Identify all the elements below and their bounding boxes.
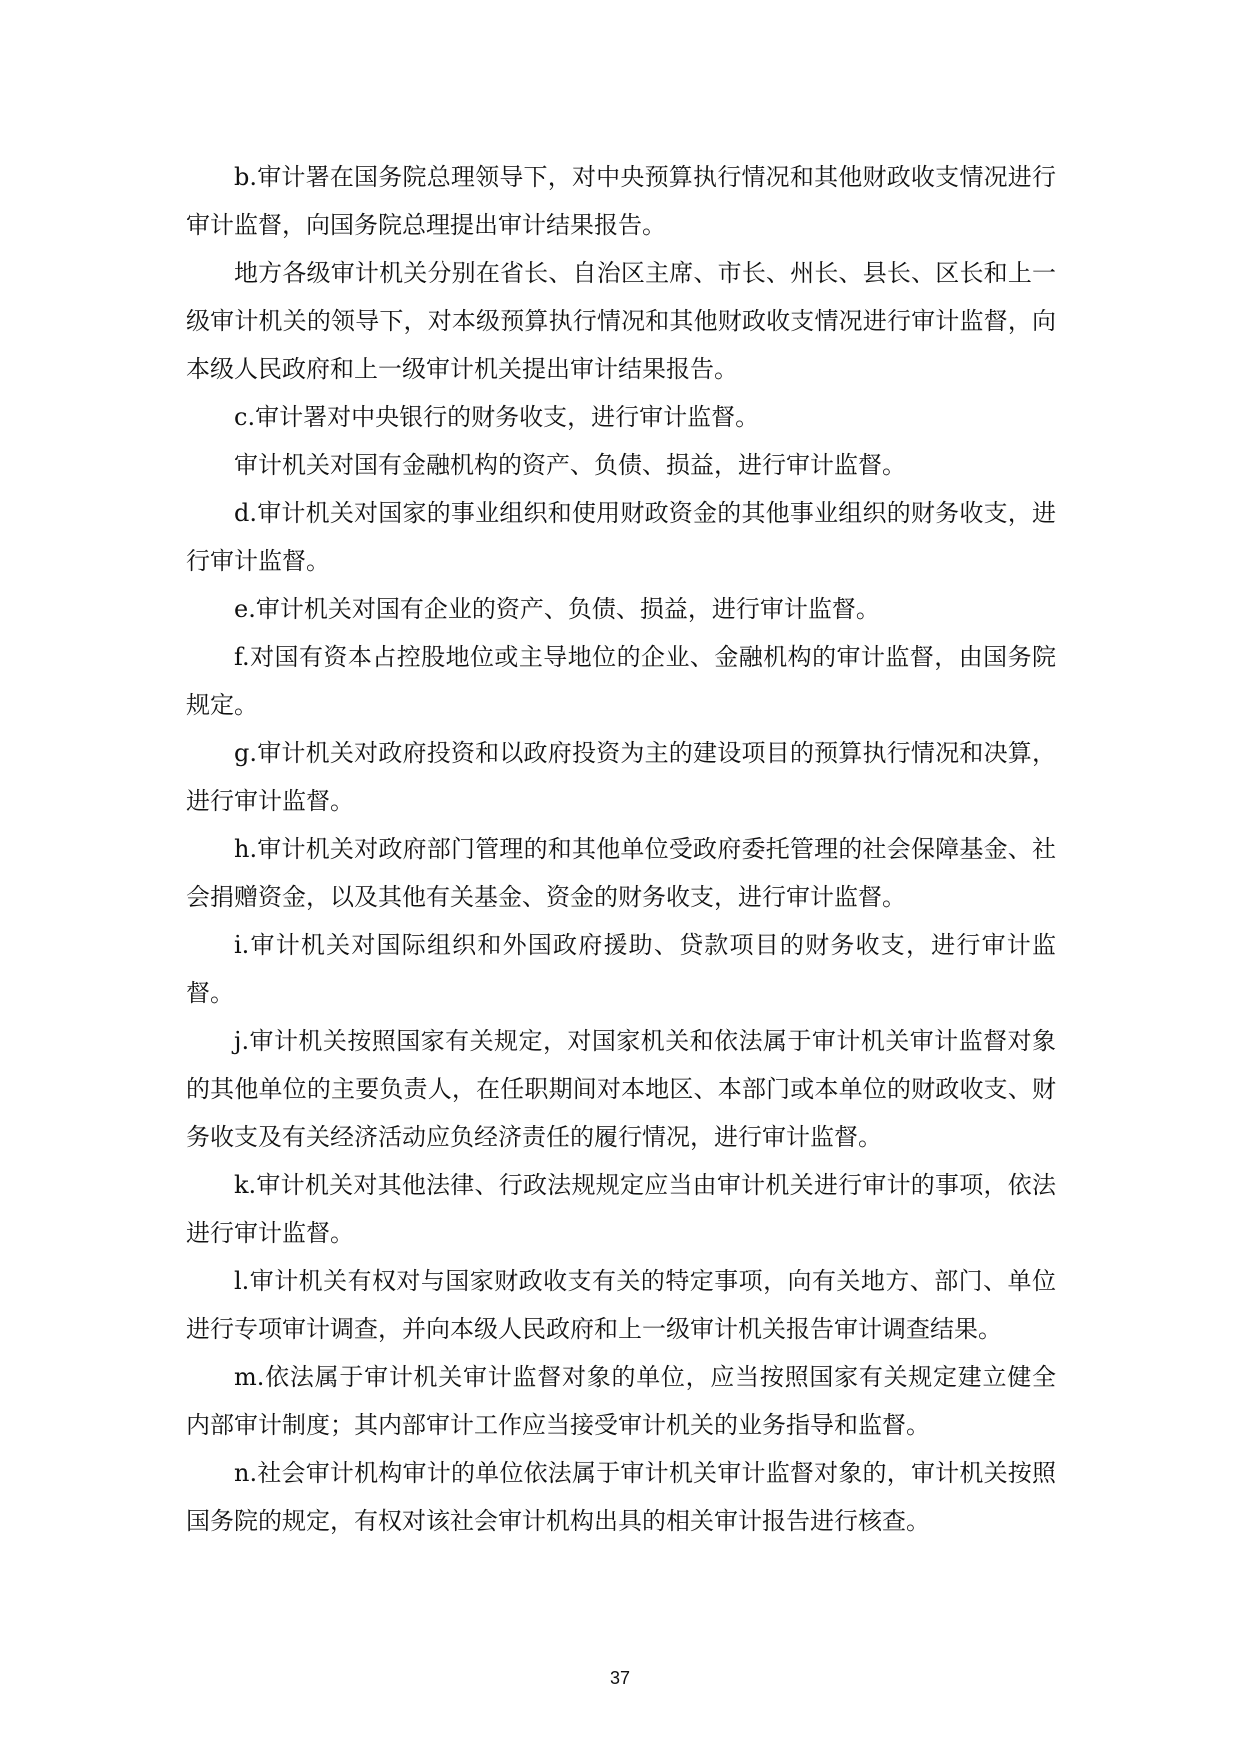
paragraph-n: n.社会审计机构审计的单位依法属于审计机关审计监督对象的，审计机关按照国务院的规定，有权对该社会审计机构出具的相关审计报告进行核查。 [186,1459,1056,1535]
paragraph-g: g.审计机关对政府投资和以政府投资为主的建设项目的预算执行情况和决算，进行审计监督。 [186,739,1056,815]
paragraph-financial-institutions: 审计机关对国有金融机构的资产、负债、损益，进行审计监督。 [234,451,906,479]
paragraph-h: h.审计机关对政府部门管理的和其他单位受政府委托管理的社会保障基金、社会捐赠资金，以及其他有关基金、资金的财务收支，进行审计监督。 [186,835,1056,911]
paragraph-k: k.审计机关对其他法律、行政法规规定应当由审计机关进行审计的事项，依法进行审计监督。 [186,1171,1056,1247]
body-text [186,153,1056,1545]
paragraph-i: i.审计机关对国际组织和外国政府援助、贷款项目的财务收支，进行审计监督。 [186,931,1056,1007]
paragraph-local-audit: 地方各级审计机关分别在省长、自治区主席、市长、州长、县长、区长和上一级审计机关的领导下，对本级预算执行情况和其他财政收支情况进行审计监督，向本级人民政府和上一级审计机关提出审计结果报告。 [186,259,1056,383]
paragraph-m: m.依法属于审计机关审计监督对象的单位，应当按照国家有关规定建立健全内部审计制度；其内部审计工作应当接受审计机关的业务指导和监督。 [186,1363,1056,1439]
paragraph-f: f.对国有资本占控股地位或主导地位的企业、金融机构的审计监督，由国务院规定。 [186,643,1056,719]
paragraph-l: l.审计机关有权对与国家财政收支有关的特定事项，向有关地方、部门、单位进行专项审计调查，并向本级人民政府和上一级审计机关报告审计调查结果。 [186,1267,1056,1343]
paragraph-c: c.审计署对中央银行的财务收支，进行审计监督。 [234,403,760,431]
paragraph-e: e.审计机关对国有企业的资产、负债、损益，进行审计监督。 [234,595,880,623]
paragraph-b: b.审计署在国务院总理领导下，对中央预算执行情况和其他财政收支情况进行审计监督，向国务院总理提出审计结果报告。 [186,163,1056,239]
paragraph-d: d.审计机关对国家的事业组织和使用财政资金的其他事业组织的财务收支，进行审计监督。 [186,499,1056,575]
page-number: 37 [609,1668,631,1688]
paragraph-j: j.审计机关按照国家有关规定，对国家机关和依法属于审计机关审计监督对象的其他单位的主要负责人，在任职期间对本地区、本部门或本单位的财政收支、财务收支及有关经济活动应负经济责任的履行情况，进行审计监督。 [186,1027,1056,1151]
